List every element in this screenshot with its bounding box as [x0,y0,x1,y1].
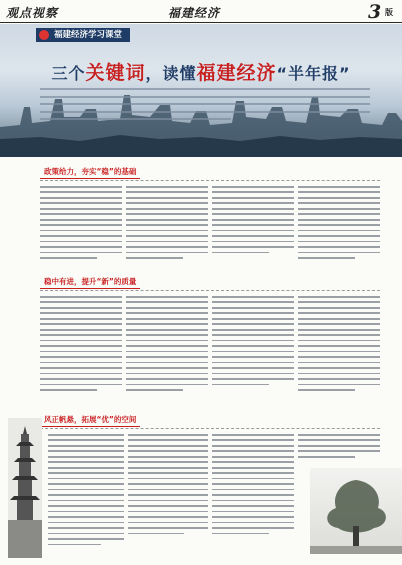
text-column [298,434,380,464]
section-divider [40,290,380,291]
text-column [40,296,122,408]
section-divider [40,428,380,429]
text-column [48,434,124,558]
text-column [128,434,208,558]
masthead [0,0,402,23]
headline-keyword: 关键词 [85,62,146,84]
text-column [212,434,294,558]
masthead-section-title: 观点视察 [6,6,59,20]
kicker-bullet-icon [39,30,49,40]
kicker-label: 福建经济学习课堂 [54,30,123,40]
text-column [212,186,294,270]
headline-part: 三个 [51,64,86,83]
masthead-paper-title: 福建经济 [168,6,221,20]
text-column [126,186,208,270]
text-column [298,186,380,270]
section-divider [40,180,380,181]
headline-keyword: 福建经济 [196,62,277,84]
text-column [126,296,208,408]
masthead-date-block [282,5,366,15]
headline-part: ，读懂 [145,64,197,83]
text-column [40,186,122,270]
pagoda-photo [8,418,42,558]
section-heading: 风正帆悬，拓展“优”的空间 [40,414,140,427]
banner [0,24,402,157]
page-suffix: 版 [385,8,393,17]
page-number: 3 [368,1,382,23]
text-column [298,296,380,408]
text-column [212,296,294,408]
tree-photo [310,468,402,554]
banner-headline [0,58,402,85]
section-heading: 稳中有进，提升“新”的质量 [40,276,140,289]
headline-part: “半年报” [276,64,351,83]
banner-kicker [36,28,130,42]
section-heading: 政策给力，夯实“稳”的基础 [40,166,140,179]
banner-lead-paragraph [40,88,370,138]
